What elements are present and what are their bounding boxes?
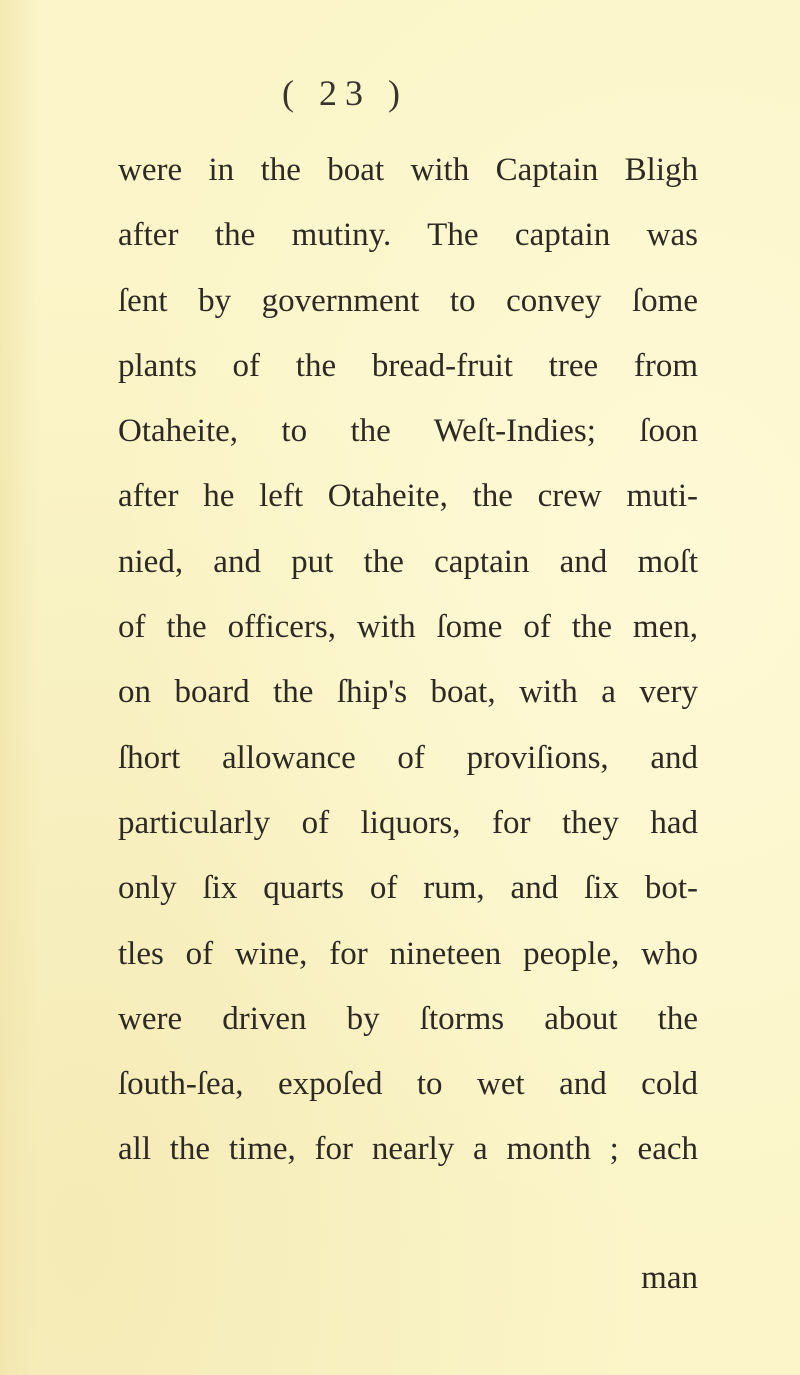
text-line: Otaheite, to the Weſt-Indies; ſoon [118,413,698,450]
text-line: ſent by government to convey ſome [118,282,698,319]
text-line: only ſix quarts of rum, and ſix bot- [118,870,698,907]
page-number: ( 23 ) [282,73,408,113]
text-line: of the officers, with ſome of the men, [118,609,698,646]
text-line: ſouth-ſea, expoſed to wet and cold [118,1066,698,1103]
text-line: ſhort allowance of proviſions, and [118,739,698,776]
body-text [118,138,698,1183]
text-line: after he left Otaheite, the crew muti- [118,478,698,515]
text-line: plants of the bread-fruit tree from [118,347,698,384]
text-line: particularly of liquors, for they had [118,804,698,841]
catchword: man [641,1260,698,1296]
text-line: tles of wine, for nineteen people, who [118,935,698,972]
text-line: all the time, for nearly a month ; each [118,1131,698,1168]
text-line: were in the boat with Captain Bligh [118,152,698,188]
text-line: after the mutiny. The captain was [118,217,698,254]
text-line: were driven by ſtorms about the [118,1000,698,1037]
text-line: on board the ſhip's boat, with a very [118,674,698,711]
text-line: nied, and put the captain and moſt [118,543,698,580]
